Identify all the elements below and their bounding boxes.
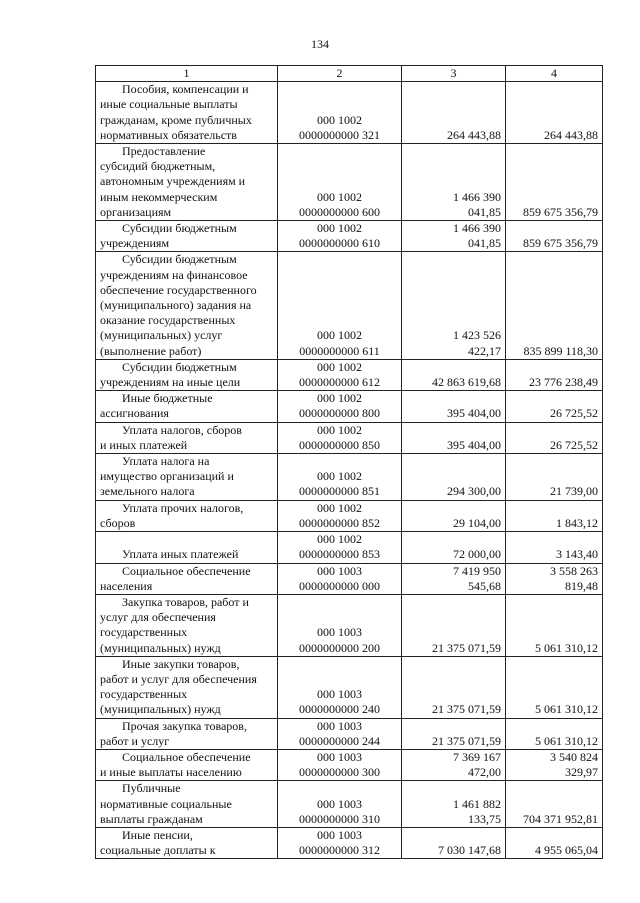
cell-line: Иные пенсии, bbox=[122, 827, 193, 842]
cell-line: 0000000000 850 bbox=[299, 437, 380, 452]
amount-col3-cell bbox=[402, 500, 506, 531]
cell-line: Уплата налога на bbox=[122, 454, 210, 469]
cell-line: 000 1002 bbox=[317, 359, 362, 374]
cell-line: Закупка товаров, работ и bbox=[122, 594, 249, 609]
table-row bbox=[96, 749, 603, 780]
cell-line: 23 776 238,49 bbox=[529, 375, 598, 390]
amount-col3-cell bbox=[402, 563, 506, 594]
cell-line: 1 466 390 bbox=[453, 221, 501, 236]
cell-line: 72 000,00 bbox=[453, 547, 501, 562]
cell-line: Уплата налогов, сборов bbox=[122, 422, 242, 437]
cell-line: (муниципального) задания на bbox=[100, 298, 252, 313]
cell-line: Уплата прочих налогов, bbox=[122, 500, 244, 515]
cell-line: иным некоммерческим bbox=[100, 189, 218, 204]
page-number: 134 bbox=[311, 37, 329, 51]
row-name-cell bbox=[96, 82, 278, 144]
cell-line: 000 1002 bbox=[317, 469, 362, 484]
cell-line: Предоставление bbox=[122, 144, 206, 159]
budget-code-cell bbox=[278, 221, 402, 252]
cell-line: 264 443,88 bbox=[447, 127, 501, 142]
amount-col3-cell bbox=[402, 454, 506, 501]
cell-line: 7 030 147,68 bbox=[438, 843, 501, 858]
cell-line: населения bbox=[100, 578, 153, 593]
budget-code-cell bbox=[278, 82, 402, 144]
cell-line: оказание государственных bbox=[100, 313, 236, 328]
amount-col3-cell bbox=[402, 827, 506, 858]
cell-line: 5 061 310,12 bbox=[535, 640, 598, 655]
amount-col4-cell bbox=[506, 718, 603, 749]
cell-line: 21 739,00 bbox=[550, 484, 598, 499]
budget-code-cell bbox=[278, 594, 402, 656]
amount-col4-cell bbox=[506, 221, 603, 252]
row-name-cell bbox=[96, 422, 278, 453]
budget-code-cell bbox=[278, 656, 402, 718]
row-name-cell bbox=[96, 144, 278, 221]
amount-col3-cell bbox=[402, 422, 506, 453]
table-row bbox=[96, 594, 603, 656]
cell-line: Социальное обеспечение bbox=[122, 563, 251, 578]
cell-line: работ и услуг для обеспечения bbox=[100, 671, 257, 686]
cell-line: нормативных обязательств bbox=[100, 127, 237, 142]
cell-line: 0000000000 200 bbox=[299, 640, 380, 655]
amount-col4-cell bbox=[506, 594, 603, 656]
table-row bbox=[96, 454, 603, 501]
amount-col3-cell bbox=[402, 252, 506, 359]
cell-line: 0000000000 853 bbox=[299, 547, 380, 562]
cell-line: (муниципальных) услуг bbox=[100, 328, 223, 343]
amount-col3-cell bbox=[402, 532, 506, 563]
cell-line: 395 404,00 bbox=[447, 406, 501, 421]
table-row bbox=[96, 221, 603, 252]
column-header-1: 1 bbox=[96, 66, 278, 82]
cell-line: организациям bbox=[100, 204, 172, 219]
cell-line: 42 863 619,68 bbox=[432, 375, 501, 390]
amount-col3-cell bbox=[402, 718, 506, 749]
column-header-2: 2 bbox=[278, 66, 402, 82]
cell-line: 29 104,00 bbox=[453, 515, 501, 530]
row-name-cell bbox=[96, 500, 278, 531]
cell-line: 3 143,40 bbox=[556, 547, 598, 562]
cell-line: 0000000000 800 bbox=[299, 406, 380, 421]
cell-line: 0000000000 612 bbox=[299, 375, 380, 390]
cell-line: 21 375 071,59 bbox=[432, 733, 501, 748]
cell-line: 26 725,52 bbox=[550, 437, 598, 452]
cell-line: 000 1002 bbox=[317, 112, 362, 127]
amount-col4-cell bbox=[506, 749, 603, 780]
cell-line: 329,97 bbox=[565, 765, 598, 780]
table-row bbox=[96, 391, 603, 422]
amount-col3-cell bbox=[402, 144, 506, 221]
amount-col4-cell bbox=[506, 454, 603, 501]
budget-code-cell bbox=[278, 359, 402, 390]
cell-line: 0000000000 240 bbox=[299, 702, 380, 717]
cell-line: 000 1002 bbox=[317, 532, 362, 547]
cell-line: 000 1003 bbox=[317, 827, 362, 842]
amount-col3-cell bbox=[402, 391, 506, 422]
cell-line: 000 1002 bbox=[317, 221, 362, 236]
cell-line: 000 1003 bbox=[317, 687, 362, 702]
cell-line: учреждениям на иные цели bbox=[100, 375, 241, 390]
budget-code-cell bbox=[278, 422, 402, 453]
row-name-cell bbox=[96, 391, 278, 422]
cell-line: 294 300,00 bbox=[447, 484, 501, 499]
row-name-cell bbox=[96, 359, 278, 390]
cell-line: 859 675 356,79 bbox=[523, 204, 598, 219]
cell-line: 395 404,00 bbox=[447, 437, 501, 452]
row-name-cell bbox=[96, 781, 278, 828]
cell-line: 7 419 950 bbox=[453, 563, 501, 578]
cell-line: 0000000000 000 bbox=[299, 578, 380, 593]
table-row bbox=[96, 359, 603, 390]
cell-line: выплаты гражданам bbox=[100, 811, 203, 826]
cell-line: учреждениям на финансовое bbox=[100, 267, 248, 282]
cell-line: 0000000000 310 bbox=[299, 811, 380, 826]
amount-col4-cell bbox=[506, 827, 603, 858]
table-row bbox=[96, 252, 603, 359]
cell-line: 4 955 065,04 bbox=[535, 843, 598, 858]
column-header-3: 3 bbox=[402, 66, 506, 82]
row-name-cell bbox=[96, 749, 278, 780]
cell-line: 5 061 310,12 bbox=[535, 702, 598, 717]
amount-col4-cell bbox=[506, 359, 603, 390]
row-name-cell bbox=[96, 594, 278, 656]
cell-line: 835 899 118,30 bbox=[523, 343, 598, 358]
cell-line: 819,48 bbox=[565, 578, 598, 593]
row-name-cell bbox=[96, 827, 278, 858]
budget-code-cell bbox=[278, 500, 402, 531]
budget-table bbox=[95, 65, 603, 859]
amount-col3-cell bbox=[402, 221, 506, 252]
cell-line: 000 1002 bbox=[317, 189, 362, 204]
cell-line: 0000000000 300 bbox=[299, 765, 380, 780]
cell-line: 859 675 356,79 bbox=[523, 236, 598, 251]
cell-line: ассигнования bbox=[100, 406, 169, 421]
cell-line: 1 843,12 bbox=[556, 515, 598, 530]
cell-line: 26 725,52 bbox=[550, 406, 598, 421]
cell-line: иные социальные выплаты bbox=[100, 97, 238, 112]
cell-line: имущество организаций и bbox=[100, 469, 234, 484]
cell-line: 0000000000 321 bbox=[299, 127, 380, 142]
cell-line: 0000000000 600 bbox=[299, 204, 380, 219]
cell-line: (муниципальных) нужд bbox=[100, 702, 221, 717]
table-body bbox=[96, 82, 603, 859]
cell-line: сборов bbox=[100, 515, 136, 530]
cell-line: Субсидии бюджетным bbox=[122, 359, 237, 374]
budget-code-cell bbox=[278, 781, 402, 828]
amount-col4-cell bbox=[506, 422, 603, 453]
cell-line: 0000000000 851 bbox=[299, 484, 380, 499]
cell-line: земельного налога bbox=[100, 484, 195, 499]
cell-line: работ и услуг bbox=[100, 733, 170, 748]
cell-line: и иные выплаты населению bbox=[100, 765, 242, 780]
cell-line: (муниципальных) нужд bbox=[100, 640, 221, 655]
budget-code-cell bbox=[278, 749, 402, 780]
cell-line: 21 375 071,59 bbox=[432, 702, 501, 717]
amount-col4-cell bbox=[506, 781, 603, 828]
cell-line: субсидий бюджетным, bbox=[100, 159, 216, 174]
cell-line: гражданам, кроме публичных bbox=[100, 112, 252, 127]
cell-line: 0000000000 244 bbox=[299, 733, 380, 748]
cell-line: Социальное обеспечение bbox=[122, 749, 251, 764]
amount-col4-cell bbox=[506, 656, 603, 718]
cell-line: (выполнение работ) bbox=[100, 343, 202, 358]
amount-col4-cell bbox=[506, 82, 603, 144]
cell-line: 000 1003 bbox=[317, 563, 362, 578]
table-row bbox=[96, 563, 603, 594]
cell-line: 000 1003 bbox=[317, 796, 362, 811]
cell-line: 5 061 310,12 bbox=[535, 733, 598, 748]
cell-line: обеспечение государственного bbox=[100, 282, 257, 297]
amount-col4-cell bbox=[506, 500, 603, 531]
cell-line: 0000000000 312 bbox=[299, 843, 380, 858]
budget-code-cell bbox=[278, 252, 402, 359]
cell-line: Иные бюджетные bbox=[122, 391, 213, 406]
cell-line: Иные закупки товаров, bbox=[122, 656, 240, 671]
cell-line: автономным учреждениям и bbox=[100, 174, 246, 189]
cell-line: 1 423 526 bbox=[453, 328, 501, 343]
amount-col3-cell bbox=[402, 594, 506, 656]
cell-line: Пособия, компенсации и bbox=[122, 82, 249, 97]
table-row bbox=[96, 656, 603, 718]
table-row bbox=[96, 827, 603, 858]
cell-line: услуг для обеспечения bbox=[100, 610, 216, 625]
table-row bbox=[96, 82, 603, 144]
cell-line: 1 466 390 bbox=[453, 189, 501, 204]
table-header-row bbox=[96, 66, 603, 82]
budget-code-cell bbox=[278, 718, 402, 749]
amount-col3-cell bbox=[402, 82, 506, 144]
cell-line: 3 540 824 bbox=[550, 749, 598, 764]
table-row bbox=[96, 144, 603, 221]
cell-line: 0000000000 611 bbox=[299, 343, 380, 358]
column-header-4: 4 bbox=[506, 66, 603, 82]
cell-line: 133,75 bbox=[468, 811, 501, 826]
cell-line: нормативные социальные bbox=[100, 796, 232, 811]
cell-line: государственных bbox=[100, 625, 188, 640]
row-name-cell bbox=[96, 454, 278, 501]
cell-line: 000 1002 bbox=[317, 500, 362, 515]
row-name-cell bbox=[96, 656, 278, 718]
table-row bbox=[96, 718, 603, 749]
row-name-cell bbox=[96, 718, 278, 749]
cell-line: 000 1002 bbox=[317, 422, 362, 437]
cell-line: 1 461 882 bbox=[453, 796, 501, 811]
cell-line: 7 369 167 bbox=[453, 749, 501, 764]
cell-line: 000 1003 bbox=[317, 625, 362, 640]
cell-line: 422,17 bbox=[468, 343, 501, 358]
cell-line: 000 1003 bbox=[317, 749, 362, 764]
cell-line: 264 443,88 bbox=[544, 127, 598, 142]
cell-line: социальные доплаты к bbox=[100, 843, 216, 858]
amount-col4-cell bbox=[506, 391, 603, 422]
cell-line: 041,85 bbox=[468, 204, 501, 219]
cell-line: 3 558 263 bbox=[550, 563, 598, 578]
cell-line: 000 1003 bbox=[317, 718, 362, 733]
amount-col3-cell bbox=[402, 781, 506, 828]
table-row bbox=[96, 422, 603, 453]
amount-col3-cell bbox=[402, 749, 506, 780]
cell-line: и иных платежей bbox=[100, 437, 188, 452]
cell-line: 704 371 952,81 bbox=[523, 811, 598, 826]
cell-line: 472,00 bbox=[468, 765, 501, 780]
amount-col3-cell bbox=[402, 359, 506, 390]
amount-col4-cell bbox=[506, 563, 603, 594]
budget-code-cell bbox=[278, 144, 402, 221]
amount-col4-cell bbox=[506, 532, 603, 563]
cell-line: 000 1002 bbox=[317, 328, 362, 343]
budget-code-cell bbox=[278, 827, 402, 858]
cell-line: Уплата иных платежей bbox=[122, 547, 239, 562]
row-name-cell bbox=[96, 532, 278, 563]
amount-col4-cell bbox=[506, 252, 603, 359]
row-name-cell bbox=[96, 221, 278, 252]
cell-line: 0000000000 610 bbox=[299, 236, 380, 251]
table-row bbox=[96, 500, 603, 531]
cell-line: 041,85 bbox=[468, 236, 501, 251]
cell-line: Субсидии бюджетным bbox=[122, 252, 237, 267]
cell-line: 21 375 071,59 bbox=[432, 640, 501, 655]
cell-line: Публичные bbox=[122, 781, 181, 796]
cell-line: государственных bbox=[100, 687, 188, 702]
cell-line: Субсидии бюджетным bbox=[122, 221, 237, 236]
row-name-cell bbox=[96, 563, 278, 594]
cell-line: 545,68 bbox=[468, 578, 501, 593]
table-row bbox=[96, 532, 603, 563]
cell-line: 000 1002 bbox=[317, 391, 362, 406]
cell-line: Прочая закупка товаров, bbox=[122, 718, 247, 733]
table-row bbox=[96, 781, 603, 828]
cell-line: 0000000000 852 bbox=[299, 515, 380, 530]
budget-code-cell bbox=[278, 563, 402, 594]
amount-col3-cell bbox=[402, 656, 506, 718]
cell-line: учреждениям bbox=[100, 236, 170, 251]
budget-code-cell bbox=[278, 532, 402, 563]
budget-code-cell bbox=[278, 454, 402, 501]
budget-code-cell bbox=[278, 391, 402, 422]
row-name-cell bbox=[96, 252, 278, 359]
amount-col4-cell bbox=[506, 144, 603, 221]
